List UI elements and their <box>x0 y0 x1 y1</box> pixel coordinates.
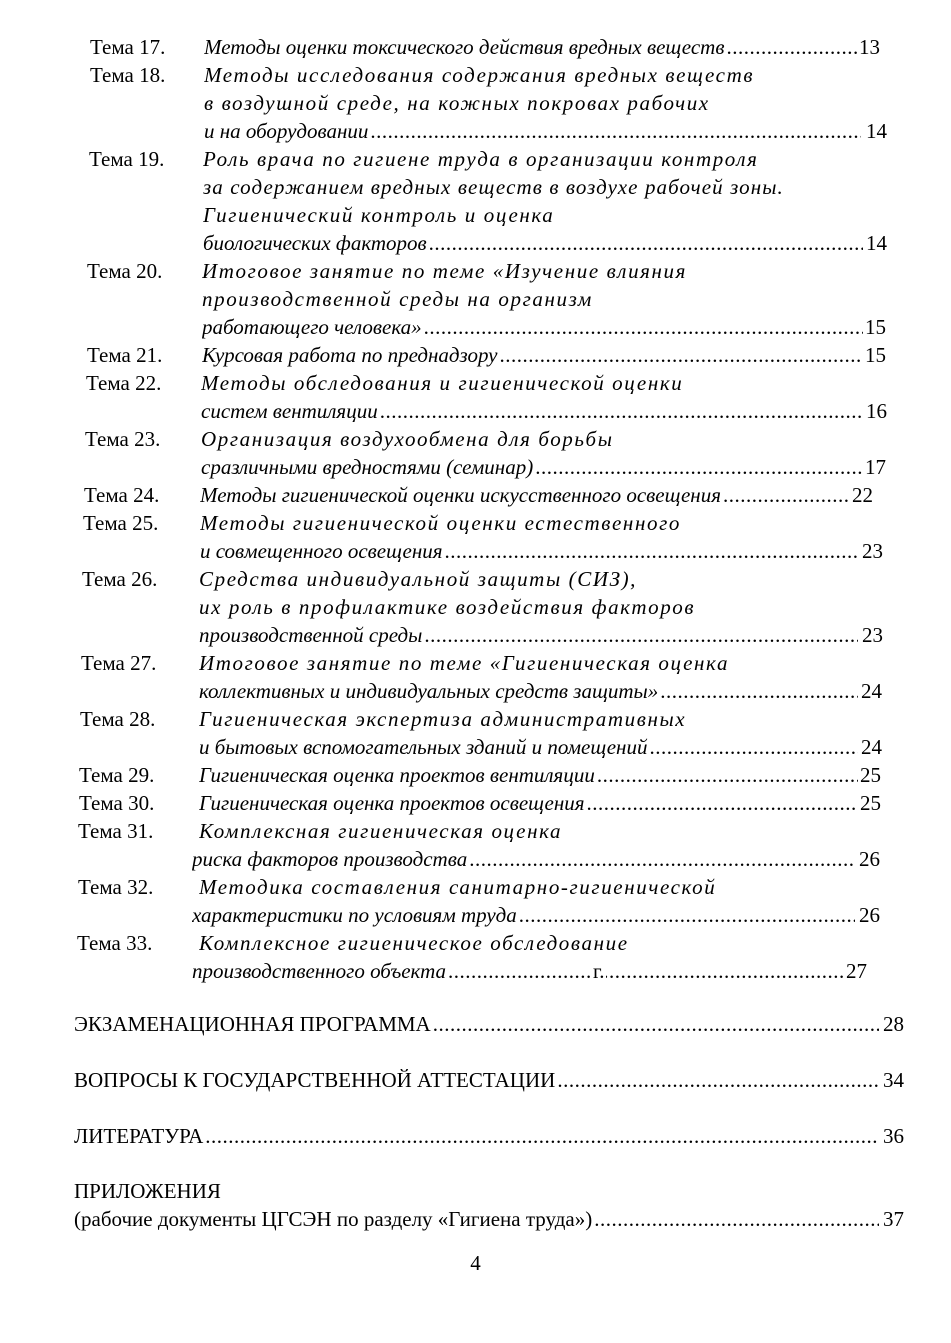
toc-text: Комплексное гигиеническое обследование <box>199 931 629 955</box>
toc-line <box>192 957 846 985</box>
toc-label: Тема 21. <box>87 343 163 367</box>
toc-page: 14 <box>866 231 887 255</box>
toc-entry-29 <box>0 761 951 789</box>
toc-line <box>204 61 879 89</box>
toc-line-cont <box>0 621 951 649</box>
toc-line <box>199 733 858 761</box>
toc-entry-17 <box>0 33 951 61</box>
toc-page: 17 <box>865 455 886 479</box>
toc-line <box>199 929 879 957</box>
toc-label: Тема 28. <box>80 707 156 731</box>
appendix-entry <box>74 1205 904 1233</box>
toc-text: Курсовая работа по преднадзору <box>202 343 498 367</box>
section-page: 36 <box>883 1124 904 1148</box>
toc-text: Гигиеническая экспертиза административных <box>199 707 687 731</box>
toc-text: Методы исследования содержания вредных веществ <box>204 63 755 87</box>
toc-text: Гигиеническая оценка проектов освещения <box>199 791 585 815</box>
toc-line-cont <box>0 537 951 565</box>
toc-line-cont <box>0 313 951 341</box>
appendix-page: 37 <box>883 1207 904 1231</box>
toc-line <box>204 33 859 61</box>
toc-label: Тема 18. <box>90 63 166 87</box>
toc-text: производственной среды на организм <box>202 287 593 311</box>
toc-line-cont <box>0 173 951 201</box>
toc-text: риска факторов производства <box>192 847 468 871</box>
toc-line <box>199 621 858 649</box>
toc-line <box>199 565 879 593</box>
toc-line-cont <box>0 453 951 481</box>
section-page: 34 <box>883 1068 904 1092</box>
toc-line <box>203 145 879 173</box>
leader-dots <box>587 789 858 817</box>
toc-label: Тема 20. <box>87 259 163 283</box>
toc-text: биологических факторов <box>203 231 427 255</box>
toc-line <box>203 229 863 257</box>
toc-label: Тема 29. <box>79 763 155 787</box>
toc-entry-22 <box>0 369 951 397</box>
toc-line-cont <box>0 677 951 705</box>
toc-line <box>203 201 879 229</box>
toc-line <box>201 397 861 425</box>
toc-entry-21 <box>0 341 951 369</box>
toc-label: Тема 30. <box>79 791 155 815</box>
toc-text: Методика составления санитарно-гигиенической <box>199 875 717 899</box>
stray-mark: г. <box>593 959 605 983</box>
leader-dots <box>557 1066 879 1094</box>
toc-line <box>201 369 879 397</box>
toc-line <box>199 593 879 621</box>
leader-dots <box>445 537 859 565</box>
toc-text: Роль врача по гигиене труда в организации контроля <box>203 147 759 171</box>
toc-line <box>200 537 858 565</box>
section-page: 28 <box>883 1012 904 1036</box>
toc-entry-23 <box>0 425 951 453</box>
leader-dots <box>380 397 861 425</box>
toc-text: Комплексная гигиеническая оценка <box>199 819 563 843</box>
toc-page: 15 <box>865 315 886 339</box>
toc-text: коллективных и индивидуальных средств защиты» <box>199 679 659 703</box>
toc-page: 16 <box>866 399 887 423</box>
leader-dots <box>519 901 855 929</box>
leader-dots <box>448 957 846 985</box>
toc-line <box>204 89 879 117</box>
leader-dots <box>726 33 859 61</box>
toc-label: Тема 33. <box>77 931 153 955</box>
toc-text: Методы оценки токсического действия вредных веществ <box>204 35 725 59</box>
toc-text: характеристики по условиям труда <box>192 903 517 927</box>
toc-line <box>203 173 891 201</box>
toc-label: Тема 31. <box>78 819 154 843</box>
toc-text: Методы гигиенической оценки естественного <box>200 511 681 535</box>
section-title: ЭКЗАМЕНАЦИОННАЯ ПРОГРАММА <box>74 1012 431 1036</box>
toc-line-cont <box>0 593 951 621</box>
toc-line <box>201 453 863 481</box>
toc-page: 23 <box>862 623 883 647</box>
toc-page: 23 <box>862 539 883 563</box>
toc-page: 14 <box>866 119 887 143</box>
toc-entry-31 <box>0 817 951 845</box>
section-state-attestation <box>74 1066 904 1094</box>
toc-label: Тема 19. <box>89 147 165 171</box>
toc-page: 15 <box>865 343 886 367</box>
section-title: ВОПРОСЫ К ГОСУДАРСТВЕННОЙ АТТЕСТАЦИИ <box>74 1068 556 1092</box>
toc-text: Гигиенический контроль и оценка <box>203 203 555 227</box>
toc-label: Тема 22. <box>86 371 162 395</box>
leader-dots <box>649 733 858 761</box>
toc-text: Средства индивидуальной защиты (СИЗ), <box>199 567 638 591</box>
appendix-title: ПРИЛОЖЕНИЯ <box>74 1179 221 1203</box>
leader-dots <box>535 453 863 481</box>
toc-entry-26 <box>0 565 951 593</box>
toc-line <box>199 873 879 901</box>
toc-entry-20 <box>0 257 951 285</box>
toc-page: 25 <box>860 791 881 815</box>
toc-entry-19 <box>0 145 951 173</box>
toc-text: Методы обследования и гигиенической оценки <box>201 371 684 395</box>
leader-dots <box>594 1205 879 1233</box>
toc-line <box>202 341 863 369</box>
toc-page: 24 <box>861 679 882 703</box>
appendix-subtitle: (рабочие документы ЦГСЭН по разделу «Гигиена труда») <box>74 1207 593 1231</box>
toc-text: систем вентиляции <box>201 399 378 423</box>
toc-entry-32 <box>0 873 951 901</box>
toc-entry-27 <box>0 649 951 677</box>
toc-text: их роль в профилактике воздействия факторов <box>199 595 696 619</box>
leader-dots <box>469 845 855 873</box>
toc-text: Итоговое занятие по теме «Изучение влияния <box>202 259 688 283</box>
toc-label: Тема 23. <box>85 427 161 451</box>
toc-line <box>200 481 850 509</box>
toc-line <box>204 117 861 145</box>
toc-page: 26 <box>859 903 880 927</box>
toc-page: 26 <box>859 847 880 871</box>
toc-text: Методы гигиенической оценки искусственного освещения <box>200 483 721 507</box>
toc-line-cont <box>0 901 951 929</box>
toc-line-cont <box>0 201 951 229</box>
toc-entry-18 <box>0 61 951 89</box>
toc-entry-24 <box>0 481 951 509</box>
toc-line <box>199 789 858 817</box>
toc-text: и совмещенного освещения <box>200 539 443 563</box>
leader-dots <box>424 621 858 649</box>
toc-line <box>199 817 879 845</box>
page-number: 4 <box>470 1251 481 1275</box>
leader-dots <box>205 1122 879 1150</box>
leader-dots <box>723 481 850 509</box>
toc-label: Тема 27. <box>81 651 157 675</box>
leader-dots <box>500 341 864 369</box>
toc-line-cont <box>0 285 951 313</box>
toc-line <box>200 509 879 537</box>
toc-line <box>199 705 879 733</box>
toc-entry-33 <box>0 929 951 957</box>
toc-line <box>192 845 855 873</box>
toc-text: за содержанием вредных веществ в воздухе рабочей зоны. <box>203 175 784 199</box>
toc-line-cont <box>0 397 951 425</box>
toc-text: и бытовых вспомогательных зданий и помещений <box>199 735 648 759</box>
toc-text: сразличными вредностями (семинар) <box>201 455 534 479</box>
toc-entry-25 <box>0 509 951 537</box>
toc-label: Тема 32. <box>78 875 154 899</box>
leader-dots <box>433 1010 879 1038</box>
toc-line <box>202 285 879 313</box>
leader-dots <box>660 677 858 705</box>
toc-text: и на оборудовании <box>204 119 369 143</box>
toc-line <box>199 761 858 789</box>
toc-line-cont <box>0 229 951 257</box>
leader-dots <box>370 117 861 145</box>
toc-line-cont <box>0 957 951 985</box>
toc-label: Тема 17. <box>90 35 166 59</box>
toc-line-cont <box>0 845 951 873</box>
toc-line <box>202 313 863 341</box>
toc-text: работающего человека» <box>202 315 422 339</box>
toc-text: Гигиеническая оценка проектов вентиляции <box>199 763 595 787</box>
toc-page: 24 <box>861 735 882 759</box>
toc-label: Тема 24. <box>84 483 160 507</box>
toc-text: в воздушной среде, на кожных покровах рабочих <box>204 91 710 115</box>
toc-text: Организация воздухообмена для борьбы <box>201 427 614 451</box>
toc-entry-28 <box>0 705 951 733</box>
toc-entry-30 <box>0 789 951 817</box>
toc-text: производственной среды <box>199 623 423 647</box>
toc-page: 22 <box>852 483 873 507</box>
toc-label: Тема 25. <box>83 511 159 535</box>
toc-page: 25 <box>860 763 881 787</box>
leader-dots <box>424 313 863 341</box>
toc-text: производственного объекта <box>192 959 447 983</box>
toc-line-cont <box>0 117 951 145</box>
toc-label: Тема 26. <box>82 567 158 591</box>
toc-line <box>199 677 858 705</box>
toc-page: 13 <box>859 35 880 59</box>
toc-text: Итоговое занятие по теме «Гигиеническая оценка <box>199 651 730 675</box>
section-title: ЛИТЕРАТУРА <box>74 1124 204 1148</box>
toc-line <box>192 901 855 929</box>
toc-page: 27 <box>846 959 867 983</box>
section-exam-program <box>74 1010 904 1038</box>
toc-line-cont <box>0 733 951 761</box>
toc-line-cont <box>0 89 951 117</box>
leader-dots <box>597 761 858 789</box>
toc-line <box>199 649 891 677</box>
section-literature <box>74 1122 904 1150</box>
toc-line <box>201 425 879 453</box>
leader-dots <box>429 229 863 257</box>
toc-line <box>202 257 879 285</box>
